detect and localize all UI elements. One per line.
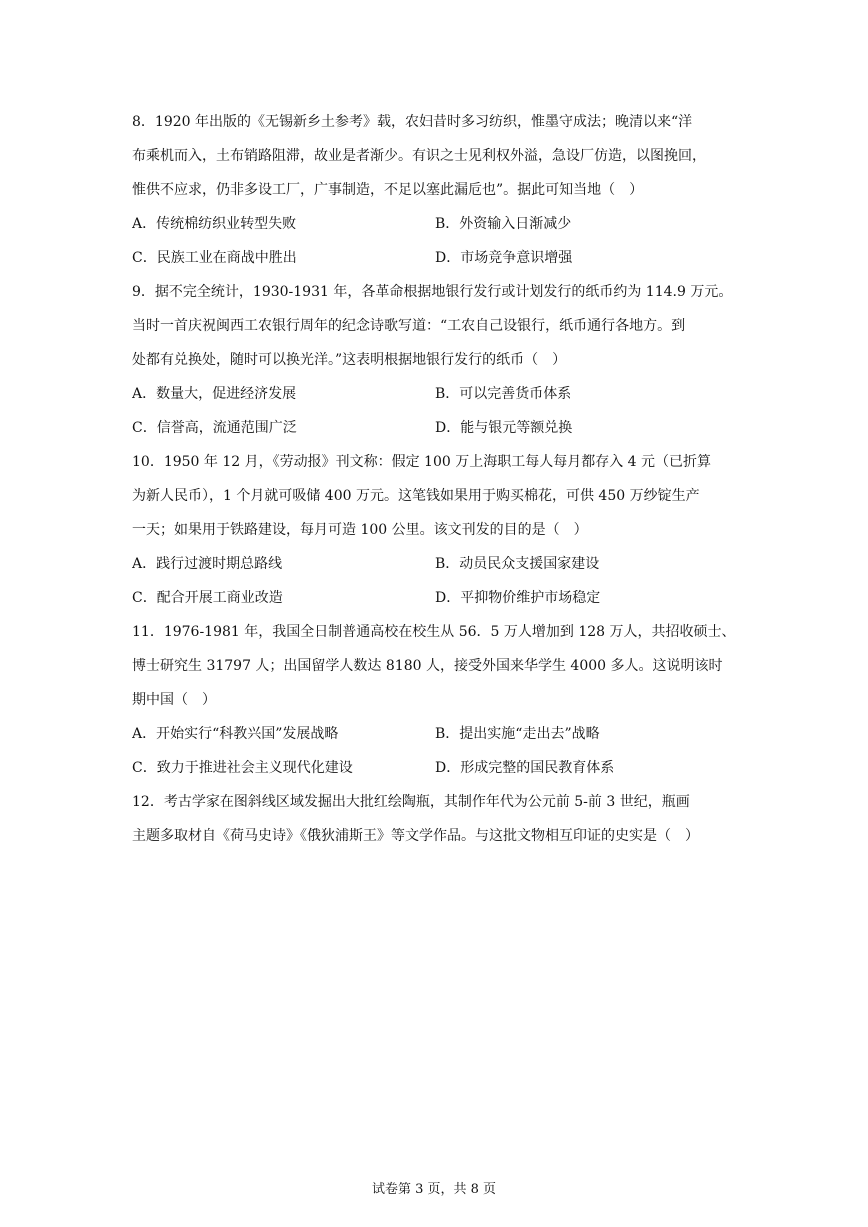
question-9 xyxy=(132,275,738,445)
option-b: B．动员民众支援国家建设 xyxy=(435,556,600,572)
option-list xyxy=(132,377,738,445)
option-a: A．开始实行“科教兴国”发展战略 xyxy=(132,726,339,742)
option-d: D．平抑物价维护市场稳定 xyxy=(435,590,601,606)
option-d: D．市场竞争意识增强 xyxy=(435,250,573,266)
option-list xyxy=(132,547,738,615)
page-footer: 试卷第 3 页，共 8 页 xyxy=(371,1182,497,1197)
stem-line: 主题多取材自《荷马史诗》《俄狄浦斯王》等文学作品。与这批文物相互印证的史实是（ ） xyxy=(132,828,699,844)
question-stem xyxy=(132,615,738,717)
option-c: C．民族工业在商战中胜出 xyxy=(132,250,297,266)
stem-line: 惟供不应求，仍非多设工厂，广事制造，不足以塞此漏卮也”。据此可知当地（ ） xyxy=(132,182,644,198)
option-b: B．提出实施“走出去”战略 xyxy=(435,726,600,742)
stem-line: 10．1950 年 12 月，《劳动报》刊文称：假定 100 万上海职工每人每月都存入 4 元（已折算 xyxy=(132,454,712,470)
option-a: A．传统棉纺织业转型失败 xyxy=(132,216,297,232)
stem-line: 当时一首庆祝闽西工农银行周年的纪念诗歌写道：“工农自己设银行，纸币通行各地方。到 xyxy=(132,318,686,334)
option-a: A．数量大，促进经济发展 xyxy=(132,386,297,402)
stem-line: 9．据不完全统计，1930-1931 年，各革命根据地银行发行或计划发行的纸币约为 114.9 万元。 xyxy=(132,284,733,300)
option-a: A．践行过渡时期总路线 xyxy=(132,556,283,572)
option-c: C．配合开展工商业改造 xyxy=(132,590,283,606)
question-12 xyxy=(132,785,738,853)
option-list xyxy=(132,717,738,785)
option-b: B．外资输入日渐减少 xyxy=(435,216,572,232)
option-b: B．可以完善货币体系 xyxy=(435,386,572,402)
question-stem xyxy=(132,275,738,377)
stem-line: 处都有兑换处，随时可以换光洋。”这表明根据地银行发行的纸币（ ） xyxy=(132,352,567,368)
stem-line: 11．1976-1981 年，我国全日制普通高校在校生从 56．5 万人增加到 128 万人，共招收硕士、 xyxy=(132,624,736,640)
option-c: C．致力于推进社会主义现代化建设 xyxy=(132,760,353,776)
stem-line: 为新人民币），1 个月就可吸储 400 万元。这笔钱如果用于购买棉花，可供 450 万纱锭生产 xyxy=(132,488,700,504)
stem-line: 博士研究生 31797 人；出国留学人数达 8180 人，接受外国来华学生 4000 多人。这说明该时 xyxy=(132,658,723,674)
question-stem xyxy=(132,785,738,853)
question-stem xyxy=(132,105,738,207)
stem-line: 期中国（ ） xyxy=(132,692,216,708)
question-stem xyxy=(132,445,738,547)
option-c: C．信誉高，流通范围广泛 xyxy=(132,420,297,436)
option-d: D．形成完整的国民教育体系 xyxy=(435,760,615,776)
stem-line: 12．考古学家在图斜线区域发掘出大批红绘陶瓶，其制作年代为公元前 5-前 3 世纪，瓶画 xyxy=(132,794,690,810)
question-10 xyxy=(132,445,738,615)
option-d: D．能与银元等额兑换 xyxy=(435,420,573,436)
question-8 xyxy=(132,105,738,275)
stem-line: 布乘机而入，土布销路阻滞，故业是者渐少。有识之士见利权外溢，急设厂仿造，以图挽回， xyxy=(132,148,706,164)
question-11 xyxy=(132,615,738,785)
option-list xyxy=(132,207,738,275)
stem-line: 一天；如果用于铁路建设，每月可造 100 公里。该文刊发的目的是（ ） xyxy=(132,522,588,538)
stem-line: 8．1920 年出版的《无锡新乡土参考》载，农妇昔时多习纺织，惟墨守成法；晚清以来“洋 xyxy=(132,114,693,130)
question-list xyxy=(132,105,738,853)
